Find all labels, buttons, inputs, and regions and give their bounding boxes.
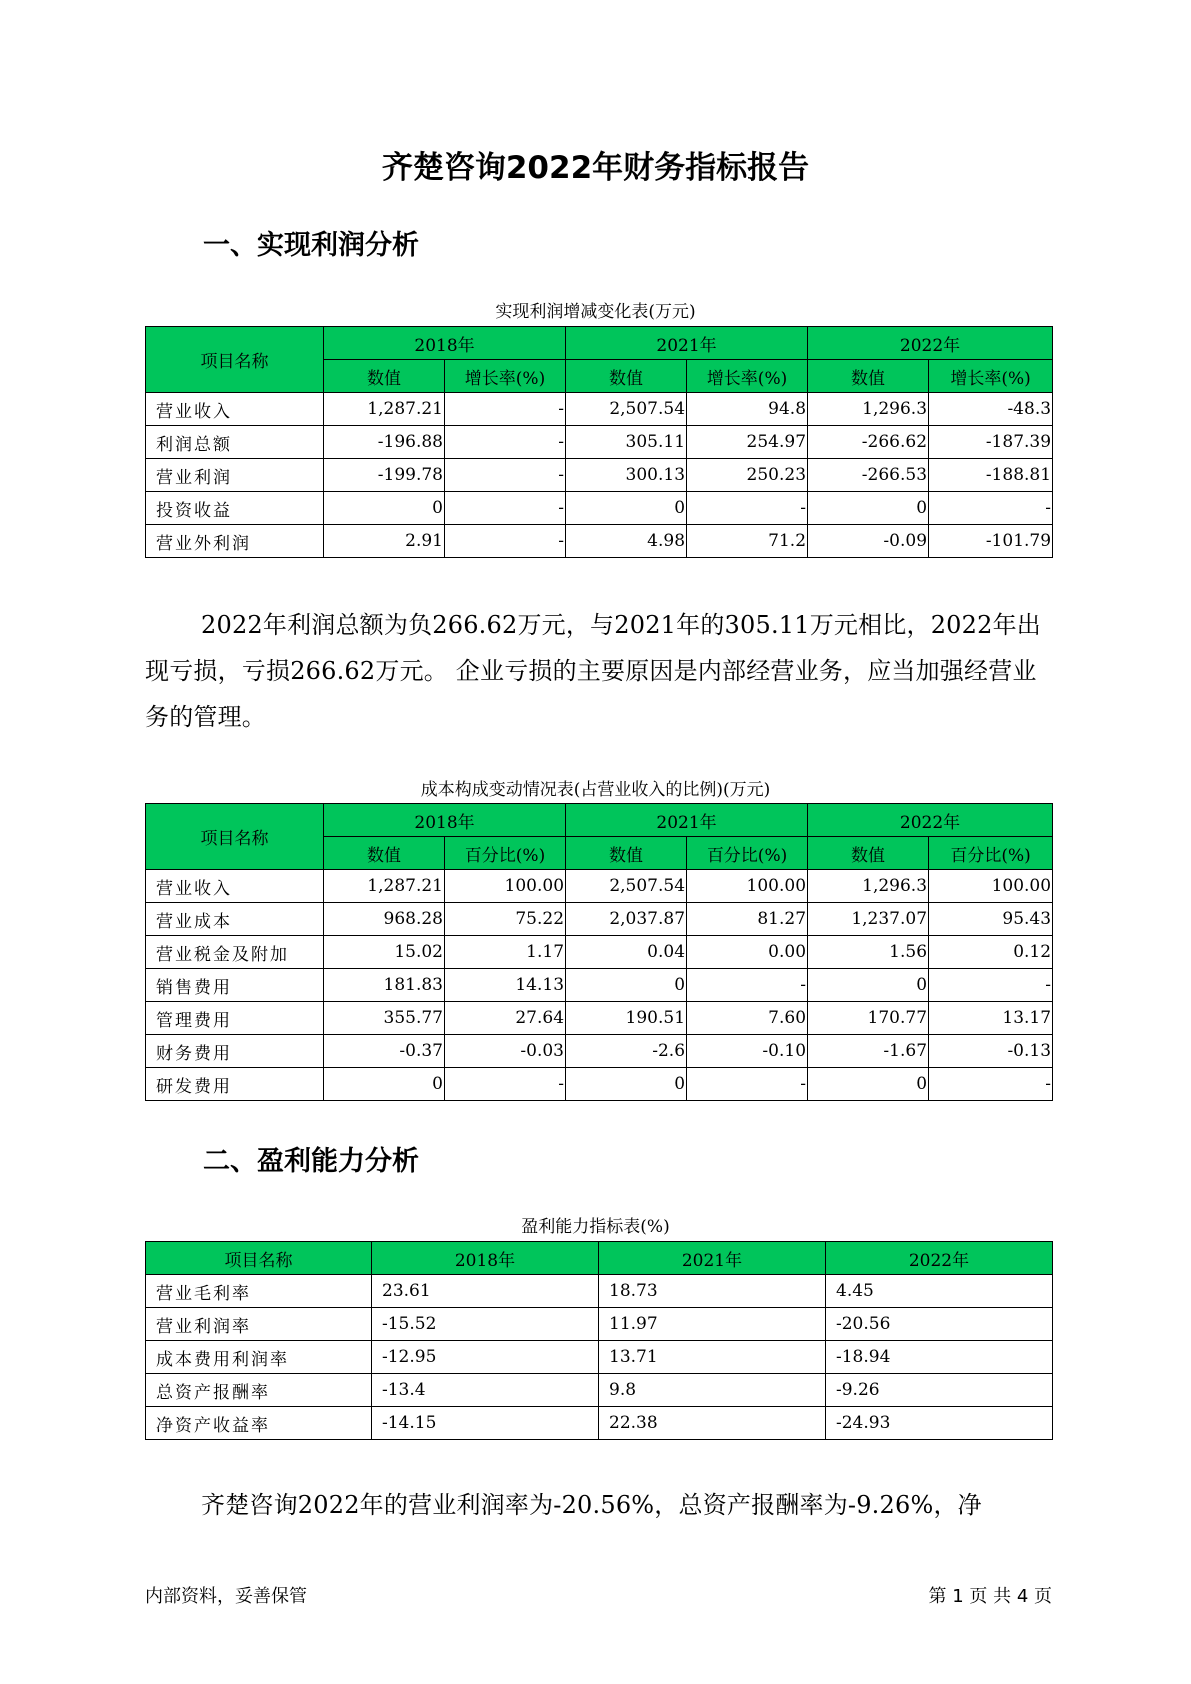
table-cell: -196.88 [324, 426, 445, 459]
table-cell: 0.04 [566, 936, 687, 969]
table-cell: 2,507.54 [566, 870, 687, 903]
table-cell: - [445, 393, 566, 426]
table-cell: 181.83 [324, 969, 445, 1002]
header-percentage: 百分比(%) [687, 837, 808, 870]
row-label: 营业收入 [146, 393, 324, 426]
table-cell: -48.3 [929, 393, 1053, 426]
section-heading-profitability: 二、盈利能力分析 [203, 1146, 419, 1177]
table-cell: 95.43 [929, 903, 1053, 936]
table-row [146, 1374, 1053, 1407]
row-label: 总资产报酬率 [146, 1374, 372, 1407]
table-cell: 75.22 [445, 903, 566, 936]
table-cell: 0.00 [687, 936, 808, 969]
table-caption-profit: 实现利润增减变化表(万元) [495, 302, 696, 322]
table-cell: - [687, 1068, 808, 1101]
row-label: 营业成本 [146, 903, 324, 936]
table-row [146, 1068, 1053, 1101]
header-year: 2018年 [324, 327, 566, 360]
profitability-table-body [146, 1275, 1053, 1440]
table-row [146, 1035, 1053, 1068]
header-growth-rate: 增长率(%) [687, 360, 808, 393]
header-value: 数值 [566, 837, 687, 870]
row-label: 营业外利润 [146, 525, 324, 558]
table-cell: 81.27 [687, 903, 808, 936]
table-cell: 2,507.54 [566, 393, 687, 426]
header-growth-rate: 增长率(%) [929, 360, 1053, 393]
table-row [146, 1308, 1053, 1341]
table-cell: -188.81 [929, 459, 1053, 492]
cost-table-body [146, 870, 1053, 1101]
table-cell: 305.11 [566, 426, 687, 459]
table-cell: -9.26 [826, 1374, 1053, 1407]
header-value: 数值 [324, 837, 445, 870]
table-cell: 250.23 [687, 459, 808, 492]
header-year: 2022年 [826, 1242, 1053, 1275]
cost-structure-table [145, 803, 1053, 1101]
row-label: 利润总额 [146, 426, 324, 459]
table-cell: 1,287.21 [324, 393, 445, 426]
section-heading-profit: 一、实现利润分析 [203, 230, 419, 261]
table-cell: -199.78 [324, 459, 445, 492]
table-cell: 100.00 [687, 870, 808, 903]
header-year: 2022年 [808, 804, 1053, 837]
table-cell: 100.00 [445, 870, 566, 903]
page-title: 齐楚咨询2022年财务指标报告 [381, 150, 810, 186]
table-cell: -0.10 [687, 1035, 808, 1068]
table-cell: 1,296.3 [808, 870, 929, 903]
table-row [146, 936, 1053, 969]
table-cell: - [929, 1068, 1053, 1101]
table-cell: - [445, 525, 566, 558]
table-cell: - [929, 492, 1053, 525]
table-cell: - [929, 969, 1053, 1002]
row-label: 营业收入 [146, 870, 324, 903]
table-cell: -0.03 [445, 1035, 566, 1068]
table-cell: 355.77 [324, 1002, 445, 1035]
table-cell: -18.94 [826, 1341, 1053, 1374]
profit-table-body [146, 393, 1053, 558]
header-item-name: 项目名称 [146, 804, 324, 870]
table-row [146, 870, 1053, 903]
table-row [146, 969, 1053, 1002]
table-cell: -0.37 [324, 1035, 445, 1068]
footer-confidential-note: 内部资料，妥善保管 [145, 1586, 307, 1607]
table-cell: - [445, 426, 566, 459]
table-row [146, 1407, 1053, 1440]
table-cell: 71.2 [687, 525, 808, 558]
table-cell: 27.64 [445, 1002, 566, 1035]
header-item-name: 项目名称 [146, 1242, 372, 1275]
table-row [146, 525, 1053, 558]
profit-change-table [145, 326, 1053, 558]
table-cell: 254.97 [687, 426, 808, 459]
table-cell: 968.28 [324, 903, 445, 936]
table-cell: - [687, 492, 808, 525]
table-cell: -20.56 [826, 1308, 1053, 1341]
header-growth-rate: 增长率(%) [445, 360, 566, 393]
row-label: 营业利润率 [146, 1308, 372, 1341]
header-item-name: 项目名称 [146, 327, 324, 393]
table-cell: -0.09 [808, 525, 929, 558]
table-cell: 23.61 [372, 1275, 599, 1308]
profit-analysis-paragraph: 2022年利润总额为负266.62万元，与2021年的305.11万元相比，2022年出现亏损，亏损266.62万元。 企业亏损的主要原因是内部经营业务，应当加强经营业务的管理。 [145, 611, 1041, 731]
table-cell: - [445, 1068, 566, 1101]
profitability-table [145, 1241, 1053, 1440]
table-caption-cost: 成本构成变动情况表(占营业收入的比例)(万元) [420, 780, 771, 800]
table-row [146, 903, 1053, 936]
row-label: 营业税金及附加 [146, 936, 324, 969]
header-value: 数值 [324, 360, 445, 393]
header-year: 2021年 [599, 1242, 826, 1275]
table-cell: 0 [566, 1068, 687, 1101]
table-cell: 2,037.87 [566, 903, 687, 936]
profitability-paragraph: 齐楚咨询2022年的营业利润率为-20.56%，总资产报酬率为-9.26%，净 [201, 1491, 982, 1519]
table-cell: 190.51 [566, 1002, 687, 1035]
header-value: 数值 [808, 360, 929, 393]
table-cell: 22.38 [599, 1407, 826, 1440]
table-cell: 1,237.07 [808, 903, 929, 936]
table-row [146, 1341, 1053, 1374]
table-cell: 2.91 [324, 525, 445, 558]
row-label: 成本费用利润率 [146, 1341, 372, 1374]
table-row [146, 426, 1053, 459]
row-label: 管理费用 [146, 1002, 324, 1035]
table-cell: -13.4 [372, 1374, 599, 1407]
header-value: 数值 [566, 360, 687, 393]
table-cell: -266.62 [808, 426, 929, 459]
table-cell: -1.67 [808, 1035, 929, 1068]
table-cell: 4.98 [566, 525, 687, 558]
table-cell: - [687, 969, 808, 1002]
table-cell: 170.77 [808, 1002, 929, 1035]
footer-page-number: 第 1 页 共 4 页 [928, 1586, 1052, 1607]
header-year: 2021年 [566, 327, 808, 360]
table-cell: 9.8 [599, 1374, 826, 1407]
table-cell: 18.73 [599, 1275, 826, 1308]
table-cell: -187.39 [929, 426, 1053, 459]
table-cell: -0.13 [929, 1035, 1053, 1068]
header-year: 2018年 [372, 1242, 599, 1275]
table-caption-profitability: 盈利能力指标表(%) [521, 1217, 670, 1237]
table-cell: -12.95 [372, 1341, 599, 1374]
header-percentage: 百分比(%) [929, 837, 1053, 870]
table-row [146, 1275, 1053, 1308]
table-cell: -101.79 [929, 525, 1053, 558]
table-row [146, 393, 1053, 426]
table-row [146, 459, 1053, 492]
table-cell: 0 [808, 492, 929, 525]
table-cell: - [445, 459, 566, 492]
table-cell: 1.56 [808, 936, 929, 969]
table-row [146, 492, 1053, 525]
table-cell: 11.97 [599, 1308, 826, 1341]
table-cell: 4.45 [826, 1275, 1053, 1308]
table-cell: 0 [566, 969, 687, 1002]
table-cell: 1,296.3 [808, 393, 929, 426]
table-cell: 0 [566, 492, 687, 525]
table-cell: 1,287.21 [324, 870, 445, 903]
table-cell: 300.13 [566, 459, 687, 492]
header-percentage: 百分比(%) [445, 837, 566, 870]
table-cell: 0 [324, 1068, 445, 1101]
table-cell: -2.6 [566, 1035, 687, 1068]
table-cell: -24.93 [826, 1407, 1053, 1440]
row-label: 净资产收益率 [146, 1407, 372, 1440]
row-label: 销售费用 [146, 969, 324, 1002]
table-cell: 15.02 [324, 936, 445, 969]
table-cell: 13.17 [929, 1002, 1053, 1035]
row-label: 财务费用 [146, 1035, 324, 1068]
row-label: 营业毛利率 [146, 1275, 372, 1308]
table-cell: 13.71 [599, 1341, 826, 1374]
table-cell: 7.60 [687, 1002, 808, 1035]
header-year: 2018年 [324, 804, 566, 837]
table-cell: 0 [808, 1068, 929, 1101]
table-cell: -15.52 [372, 1308, 599, 1341]
table-cell: -266.53 [808, 459, 929, 492]
table-cell: 14.13 [445, 969, 566, 1002]
table-cell: 0.12 [929, 936, 1053, 969]
header-year: 2021年 [566, 804, 808, 837]
table-cell: 0 [324, 492, 445, 525]
table-cell: -14.15 [372, 1407, 599, 1440]
table-row [146, 1002, 1053, 1035]
header-year: 2022年 [808, 327, 1053, 360]
row-label: 营业利润 [146, 459, 324, 492]
row-label: 研发费用 [146, 1068, 324, 1101]
header-value: 数值 [808, 837, 929, 870]
table-cell: - [445, 492, 566, 525]
table-cell: 0 [808, 969, 929, 1002]
table-cell: 1.17 [445, 936, 566, 969]
row-label: 投资收益 [146, 492, 324, 525]
table-cell: 94.8 [687, 393, 808, 426]
table-cell: 100.00 [929, 870, 1053, 903]
